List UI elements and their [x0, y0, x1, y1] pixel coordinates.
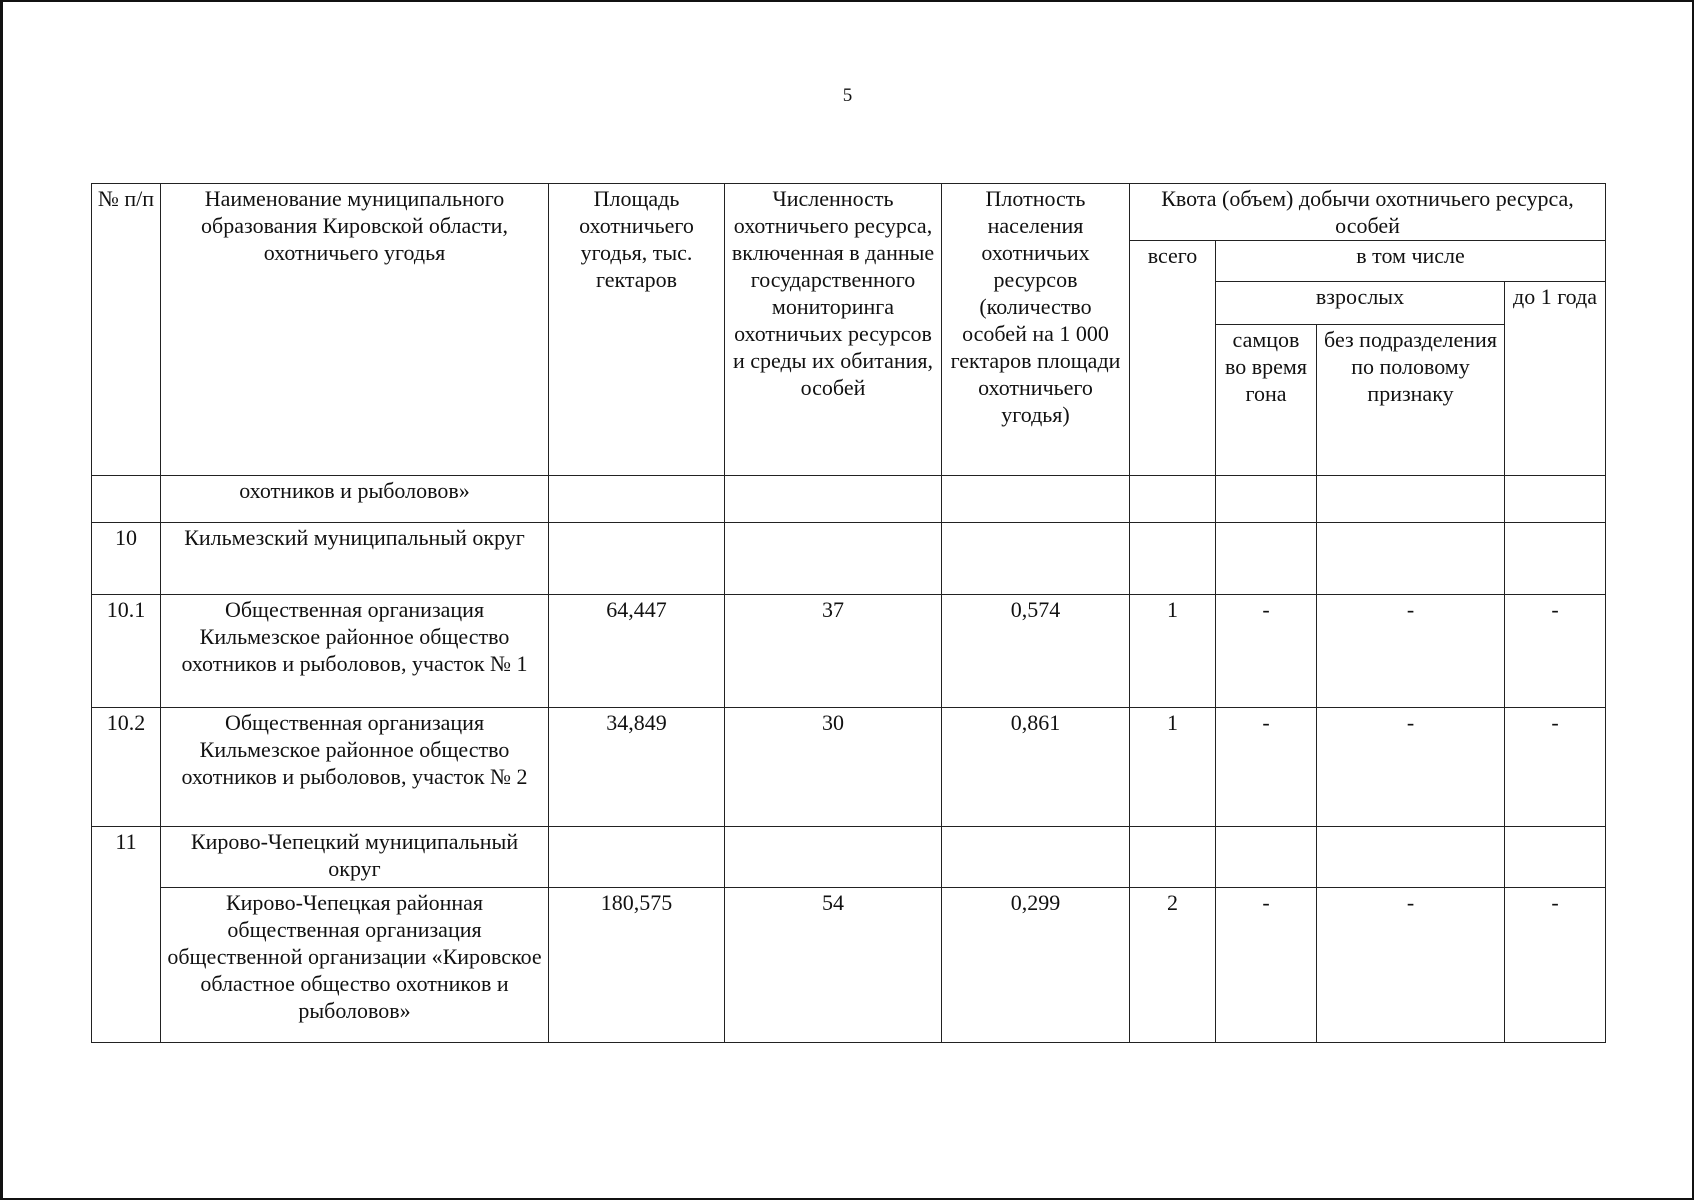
cell-num: 10.2 [92, 708, 161, 827]
cell-nosex [1317, 523, 1505, 595]
cell-density [942, 523, 1130, 595]
cell-population [725, 476, 942, 523]
cell-density: 0,299 [942, 888, 1130, 1043]
page-number: 5 [842, 85, 853, 106]
header-including: в том числе [1216, 241, 1606, 282]
table-row [92, 888, 1606, 1043]
cell-males: - [1216, 708, 1317, 827]
cell-num: 10.1 [92, 595, 161, 708]
cell-nosex: - [1317, 708, 1505, 827]
cell-nosex: - [1317, 888, 1505, 1043]
cell-area [549, 523, 725, 595]
cell-density [942, 476, 1130, 523]
cell-total: 1 [1130, 708, 1216, 827]
cell-population: 30 [725, 708, 942, 827]
cell-name: Кирово-Чепецкая районная общественная организация общественной организации «Кировское областное общество охотников и рыболовов» [161, 888, 549, 1043]
cell-males [1216, 523, 1317, 595]
cell-name: Общественная организация Кильмезское районное общество охотников и рыболовов, участок № 2 [161, 708, 549, 827]
header-name: Наименование муниципального образования Кировской области, охотничьего угодья [161, 184, 549, 476]
header-num: № п/п [92, 184, 161, 476]
cell-num [92, 476, 161, 523]
cell-name: охотников и рыболовов» [161, 476, 549, 523]
cell-area: 64,447 [549, 595, 725, 708]
cell-population [725, 523, 942, 595]
cell-num: 10 [92, 523, 161, 595]
cell-males: - [1216, 595, 1317, 708]
cell-total [1130, 523, 1216, 595]
cell-young: - [1505, 708, 1606, 827]
header-population: Численность охотничьего ресурса, включенная в данные государственного мониторинга охотничьих ресурсов и среды их обитания, особей [725, 184, 942, 476]
cell-young: - [1505, 595, 1606, 708]
cell-young [1505, 476, 1606, 523]
cell-males [1216, 827, 1317, 888]
header-density: Плотность населения охотничьих ресурсов (количество особей на 1 000 гектаров площади охотничьего угодья) [942, 184, 1130, 476]
header-total: всего [1130, 241, 1216, 476]
cell-total [1130, 476, 1216, 523]
cell-males [1216, 476, 1317, 523]
table-row [92, 523, 1606, 595]
cell-area [549, 827, 725, 888]
header-area: Площадь охотничьего угодья, тыс. гектаров [549, 184, 725, 476]
cell-males: - [1216, 888, 1317, 1043]
cell-density: 0,861 [942, 708, 1130, 827]
cell-density [942, 827, 1130, 888]
cell-total: 2 [1130, 888, 1216, 1043]
header-no-sex: без подразделения по половому признаку [1317, 325, 1505, 476]
cell-density: 0,574 [942, 595, 1130, 708]
cell-young [1505, 827, 1606, 888]
cell-population: 37 [725, 595, 942, 708]
cell-area: 180,575 [549, 888, 725, 1043]
cell-nosex [1317, 476, 1505, 523]
table-row [92, 595, 1606, 708]
cell-area [549, 476, 725, 523]
header-quota: Квота (объем) добычи охотничьего ресурса, особей [1130, 184, 1606, 241]
cell-young: - [1505, 888, 1606, 1043]
cell-total [1130, 827, 1216, 888]
cell-young [1505, 523, 1606, 595]
cell-num: 11 [92, 827, 161, 1043]
cell-name: Кильмезский муниципальный округ [161, 523, 549, 595]
cell-area: 34,849 [549, 708, 725, 827]
cell-population: 54 [725, 888, 942, 1043]
cell-name: Общественная организация Кильмезское районное общество охотников и рыболовов, участок № 1 [161, 595, 549, 708]
header-under-year: до 1 года [1505, 282, 1606, 476]
table-row [92, 476, 1606, 523]
cell-name: Кирово-Чепецкий муниципальный округ [161, 827, 549, 888]
cell-population [725, 827, 942, 888]
cell-total: 1 [1130, 595, 1216, 708]
cell-nosex: - [1317, 595, 1505, 708]
table-row [92, 708, 1606, 827]
header-adults: взрослых [1216, 282, 1505, 325]
table-row [92, 827, 1606, 888]
header-males-rut: самцов во время гона [1216, 325, 1317, 476]
cell-nosex [1317, 827, 1505, 888]
quota-table [91, 183, 1606, 1043]
